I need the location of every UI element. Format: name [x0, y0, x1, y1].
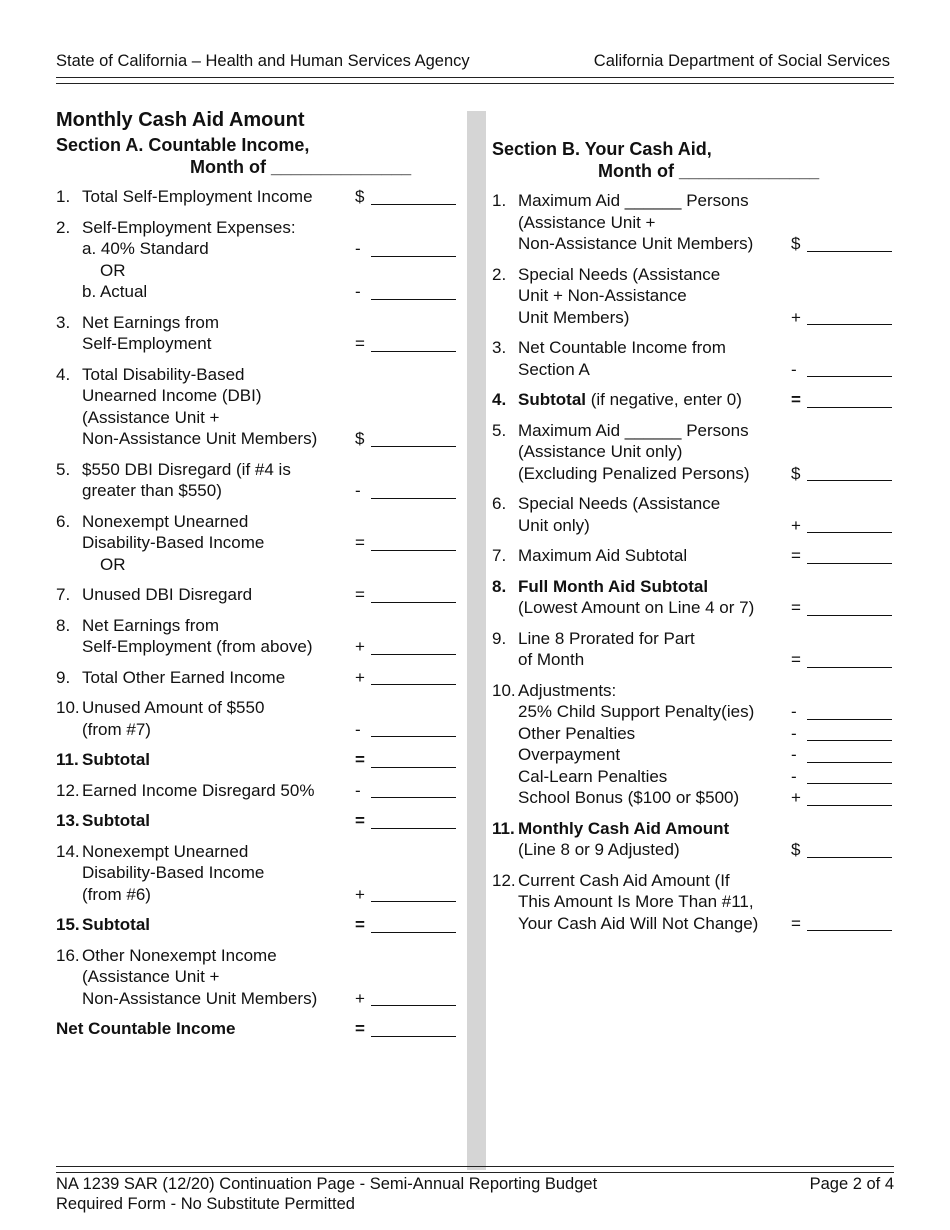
column-divider	[467, 111, 486, 1170]
b-line-5: 5. Maximum Aid ______ Persons (Assistance Unit only) (Excluding Penalized Persons) $	[492, 420, 892, 485]
b-line-5-blank[interactable]	[807, 465, 892, 481]
a-line-7: 7. Unused DBI Disregard =	[56, 584, 456, 606]
b-adj-school-bonus: School Bonus ($100 or $500) +	[492, 787, 892, 809]
section-b-month-field[interactable]: Month of ______________	[598, 160, 820, 181]
section-b	[492, 139, 892, 943]
a-line-10-blank[interactable]	[371, 721, 456, 737]
a-line-6-blank[interactable]	[371, 535, 456, 551]
a-line-3-blank[interactable]	[371, 336, 456, 352]
a-line-6: 6. Nonexempt Unearned Disability-Based Income = OR	[56, 511, 456, 576]
a-line-7-blank[interactable]	[371, 587, 456, 603]
b-line-9-blank[interactable]	[807, 652, 892, 668]
a-net-blank[interactable]	[371, 1021, 456, 1037]
a-line-1-blank[interactable]	[371, 189, 456, 205]
a-line-13-blank[interactable]	[371, 813, 456, 829]
page-number: Page 2 of 4	[809, 1175, 894, 1193]
a-line-12-blank[interactable]	[371, 782, 456, 798]
section-b-heading: Section B. Your Cash Aid, Month of ______________	[492, 139, 892, 182]
b-line-3-blank[interactable]	[807, 361, 892, 377]
b-line-2-blank[interactable]	[807, 309, 892, 325]
a-line-8-blank[interactable]	[371, 639, 456, 655]
b-line-4: 4. Subtotal (if negative, enter 0) =	[492, 389, 892, 411]
b-line-3: 3. Net Countable Income from Section A -	[492, 337, 892, 380]
footer-form-id: NA 1239 SAR (12/20) Continuation Page - Semi-Annual Reporting Budget Required Form - No Substitute Permitted	[56, 1175, 598, 1213]
a-line-2a-blank[interactable]	[371, 241, 456, 257]
a-line-10: 10. Unused Amount of $550 (from #7) -	[56, 697, 456, 740]
a-line-14-blank[interactable]	[371, 886, 456, 902]
a-line-16: 16. Other Nonexempt Income (Assistance Unit + Non-Assistance Unit Members) +	[56, 945, 456, 1010]
b-line-6: 6. Special Needs (Assistance Unit only) +	[492, 493, 892, 536]
a-line-9: 9. Total Other Earned Income +	[56, 667, 456, 689]
b-adj-4-blank[interactable]	[807, 768, 892, 784]
b-line-10: 10. Adjustments: 25% Child Support Penalty(ies) - Other Penalties - Overpayment - Cal-Learn Penalties - School Bonus ($100 or $500) +	[492, 680, 892, 809]
section-a	[56, 108, 456, 1049]
a-line-2b-blank[interactable]	[371, 284, 456, 300]
b-adj-other-penalties: Other Penalties -	[492, 723, 892, 745]
a-net-countable-income: Net Countable Income =	[56, 1018, 456, 1040]
b-line-8-blank[interactable]	[807, 600, 892, 616]
b-line-6-blank[interactable]	[807, 517, 892, 533]
a-line-13: 13. Subtotal =	[56, 810, 456, 832]
section-a-heading: Section A. Countable Income, Month of ______________	[56, 135, 456, 178]
a-line-4-blank[interactable]	[371, 431, 456, 447]
a-line-15: 15. Subtotal =	[56, 914, 456, 936]
b-line-12: 12. Current Cash Aid Amount (If This Amount Is More Than #11, Your Cash Aid Will Not Change) =	[492, 870, 892, 935]
b-line-1-blank[interactable]	[807, 236, 892, 252]
a-line-8: 8. Net Earnings from Self-Employment (from above) +	[56, 615, 456, 658]
a-line-16-blank[interactable]	[371, 990, 456, 1006]
a-line-2: 2. Self-Employment Expenses: a. 40% Standard - OR b. Actual -	[56, 217, 456, 303]
a-line-1: 1. Total Self-Employment Income $	[56, 186, 456, 208]
b-adj-cal-learn: Cal-Learn Penalties -	[492, 766, 892, 788]
b-line-2: 2. Special Needs (Assistance Unit + Non-Assistance Unit Members) +	[492, 264, 892, 329]
a-line-11-blank[interactable]	[371, 752, 456, 768]
footer-rule	[56, 1166, 894, 1173]
a-line-3: 3. Net Earnings from Self-Employment =	[56, 312, 456, 355]
b-adj-3-blank[interactable]	[807, 747, 892, 763]
a-line-4: 4. Total Disability-Based Unearned Income (DBI) (Assistance Unit + Non-Assistance Unit Members) $	[56, 364, 456, 450]
header-agency: State of California – Health and Human Services Agency	[56, 52, 470, 70]
b-adj-child-support: 25% Child Support Penalty(ies) -	[492, 701, 892, 723]
b-line-11-blank[interactable]	[807, 842, 892, 858]
b-adj-1-blank[interactable]	[807, 704, 892, 720]
b-line-7: 7. Maximum Aid Subtotal =	[492, 545, 892, 567]
b-line-9: 9. Line 8 Prorated for Part of Month =	[492, 628, 892, 671]
a-line-11: 11. Subtotal =	[56, 749, 456, 771]
header-department: California Department of Social Services	[593, 52, 890, 70]
b-line-8: 8. Full Month Aid Subtotal (Lowest Amount on Line 4 or 7) =	[492, 576, 892, 619]
a-line-5: 5. $550 DBI Disregard (if #4 is greater than $550) -	[56, 459, 456, 502]
a-line-12: 12. Earned Income Disregard 50% -	[56, 780, 456, 802]
b-adj-5-blank[interactable]	[807, 790, 892, 806]
header-rule	[56, 77, 894, 84]
b-line-12-blank[interactable]	[807, 915, 892, 931]
a-line-9-blank[interactable]	[371, 669, 456, 685]
a-line-5-blank[interactable]	[371, 483, 456, 499]
b-line-1: 1. Maximum Aid ______ Persons (Assistance Unit + Non-Assistance Unit Members) $	[492, 190, 892, 255]
a-line-15-blank[interactable]	[371, 917, 456, 933]
b-line-4-blank[interactable]	[807, 392, 892, 408]
b-adj-2-blank[interactable]	[807, 725, 892, 741]
section-a-month-field[interactable]: Month of ______________	[190, 156, 412, 177]
b-line-11: 11. Monthly Cash Aid Amount (Line 8 or 9 Adjusted) $	[492, 818, 892, 861]
form-title: Monthly Cash Aid Amount	[56, 109, 305, 131]
a-line-14: 14. Nonexempt Unearned Disability-Based Income (from #6) +	[56, 841, 456, 906]
b-line-7-blank[interactable]	[807, 548, 892, 564]
b-adj-overpayment: Overpayment -	[492, 744, 892, 766]
